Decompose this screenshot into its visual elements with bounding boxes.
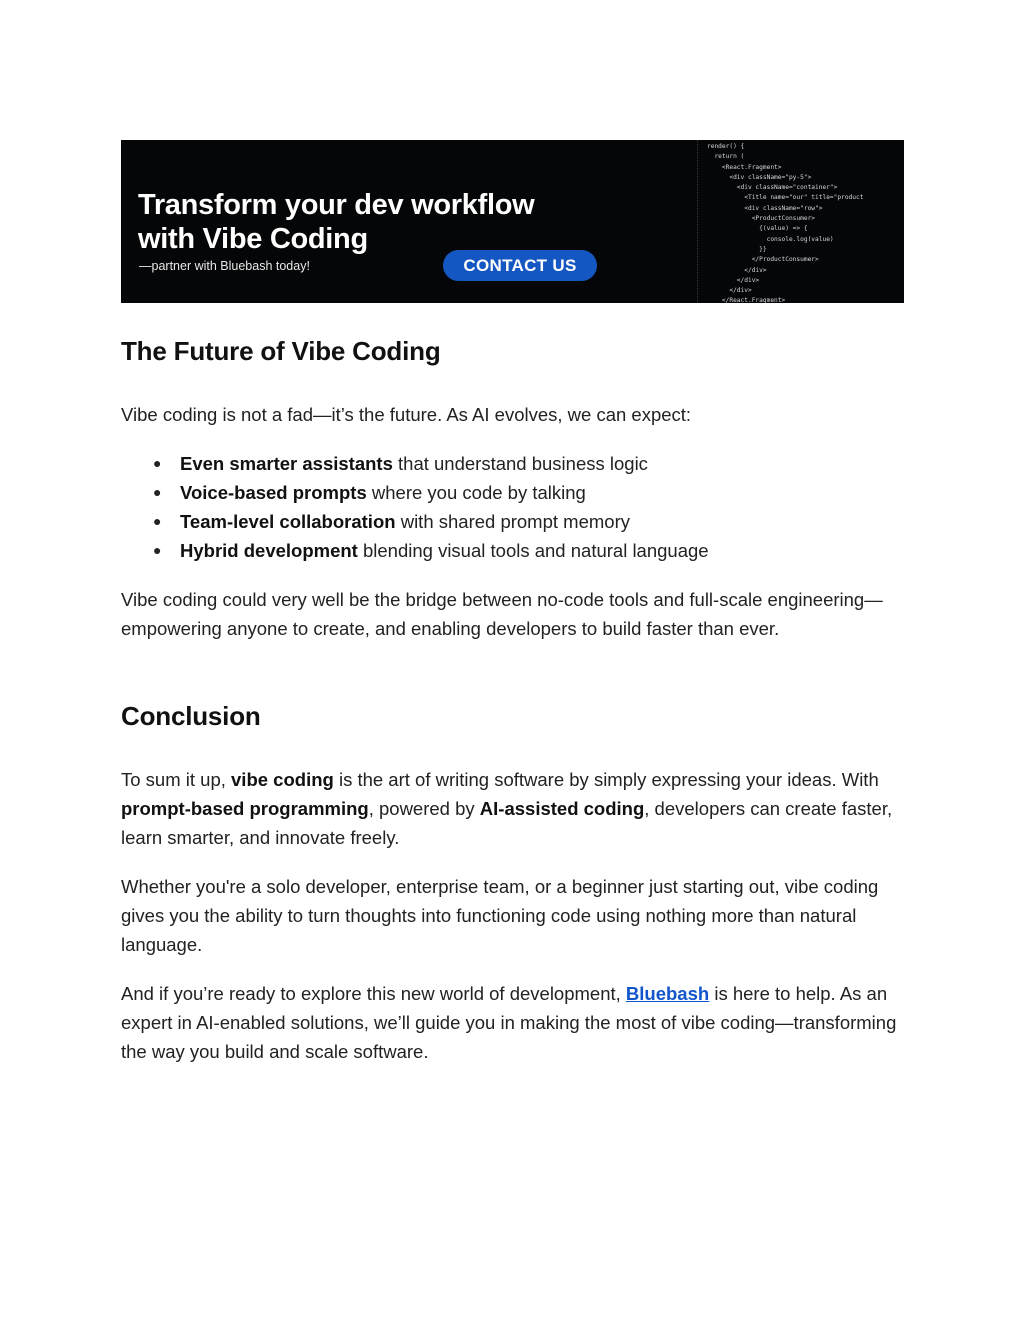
code-line: </React.Fragment> [707, 297, 786, 303]
bold-ai-assisted-coding: AI-assisted coding [479, 798, 645, 819]
conclusion-summary-paragraph [121, 765, 911, 852]
code-line: {(value) => { [707, 225, 808, 233]
future-bullet-list [121, 449, 709, 565]
code-line: </div> [707, 266, 767, 274]
code-line: </ProductConsumer> [707, 256, 819, 264]
document-page [121, 140, 904, 1062]
banner-title-line-1: Transform your dev workflow [138, 189, 535, 221]
text-run: is here to help. As an expert in AI-enabled solutions, we’ll guide you in making the most of vibe coding—transforming the way you build and scale software. [121, 983, 897, 1062]
bullet-text: with shared prompt memory [395, 511, 630, 532]
bluebash-link[interactable]: Bluebash [625, 983, 710, 1004]
code-line: </div> [707, 287, 752, 295]
contact-us-button[interactable]: CONTACT US [443, 250, 597, 281]
code-snippet-image [687, 140, 904, 303]
code-gutter [687, 140, 698, 303]
text-run: , powered by [368, 798, 480, 819]
bold-vibe-coding: vibe coding [231, 769, 334, 790]
bullet-text: that understand business logic [392, 453, 648, 474]
text-run: And if you’re ready to explore this new world of development, [121, 983, 626, 1004]
bullet-bold: Hybrid development [180, 540, 358, 561]
code-line: <div className="container"> [707, 184, 838, 192]
banner-title [138, 188, 658, 256]
conclusion-ready-paragraph [121, 979, 911, 1066]
future-intro-paragraph: Vibe coding is not a fad—it’s the future. As AI evolves, we can expect: [121, 404, 692, 425]
bullet-bold: Voice-based prompts [180, 482, 367, 503]
text-run: is the art of writing software by simply expressing your ideas. With [333, 769, 879, 790]
code-line: <ProductConsumer> [707, 215, 816, 223]
code-line: render() { [707, 143, 745, 150]
code-line: return ( [707, 153, 745, 161]
text-run: , developers can create faster, learn smarter, and innovate freely. [121, 798, 893, 848]
code-line: <React.Fragment> [707, 163, 782, 171]
code-line: </div> [707, 276, 760, 284]
bullet-text: blending visual tools and natural language [357, 540, 709, 561]
section-heading-conclusion: Conclusion [121, 701, 261, 731]
promo-banner[interactable] [121, 140, 904, 303]
bullet-bold: Team-level collaboration [180, 511, 396, 532]
code-line: }} [707, 245, 767, 253]
bold-prompt-based-programming: prompt-based programming [121, 798, 369, 819]
text-run: To sum it up, [121, 769, 232, 790]
code-line: console.log(value) [707, 235, 834, 243]
bullet-bold: Even smarter assistants [180, 453, 393, 474]
code-line: <div className="py-5"> [707, 173, 812, 181]
banner-subtitle: —partner with Bluebash today! [139, 259, 310, 273]
code-line: <Title name="our" title="product [707, 194, 864, 202]
code-lines [707, 142, 904, 303]
section-heading-future: The Future of Vibe Coding [121, 336, 441, 366]
list-item [121, 449, 709, 478]
list-item [121, 507, 709, 536]
bullet-text: where you code by talking [366, 482, 586, 503]
list-item [121, 478, 709, 507]
code-line: <div className="row"> [707, 204, 823, 212]
list-item [121, 536, 709, 565]
conclusion-whether-paragraph: Whether you're a solo developer, enterprise team, or a beginner just starting out, vibe coding gives you the ability to turn thoughts into functioning code using nothing more than natural language. [121, 876, 879, 955]
future-bridge-paragraph: Vibe coding could very well be the bridge between no-code tools and full-scale engineering—empowering anyone to create, and enabling developers to build faster than ever. [121, 589, 883, 639]
banner-title-line-2: with Vibe Coding [138, 223, 368, 255]
